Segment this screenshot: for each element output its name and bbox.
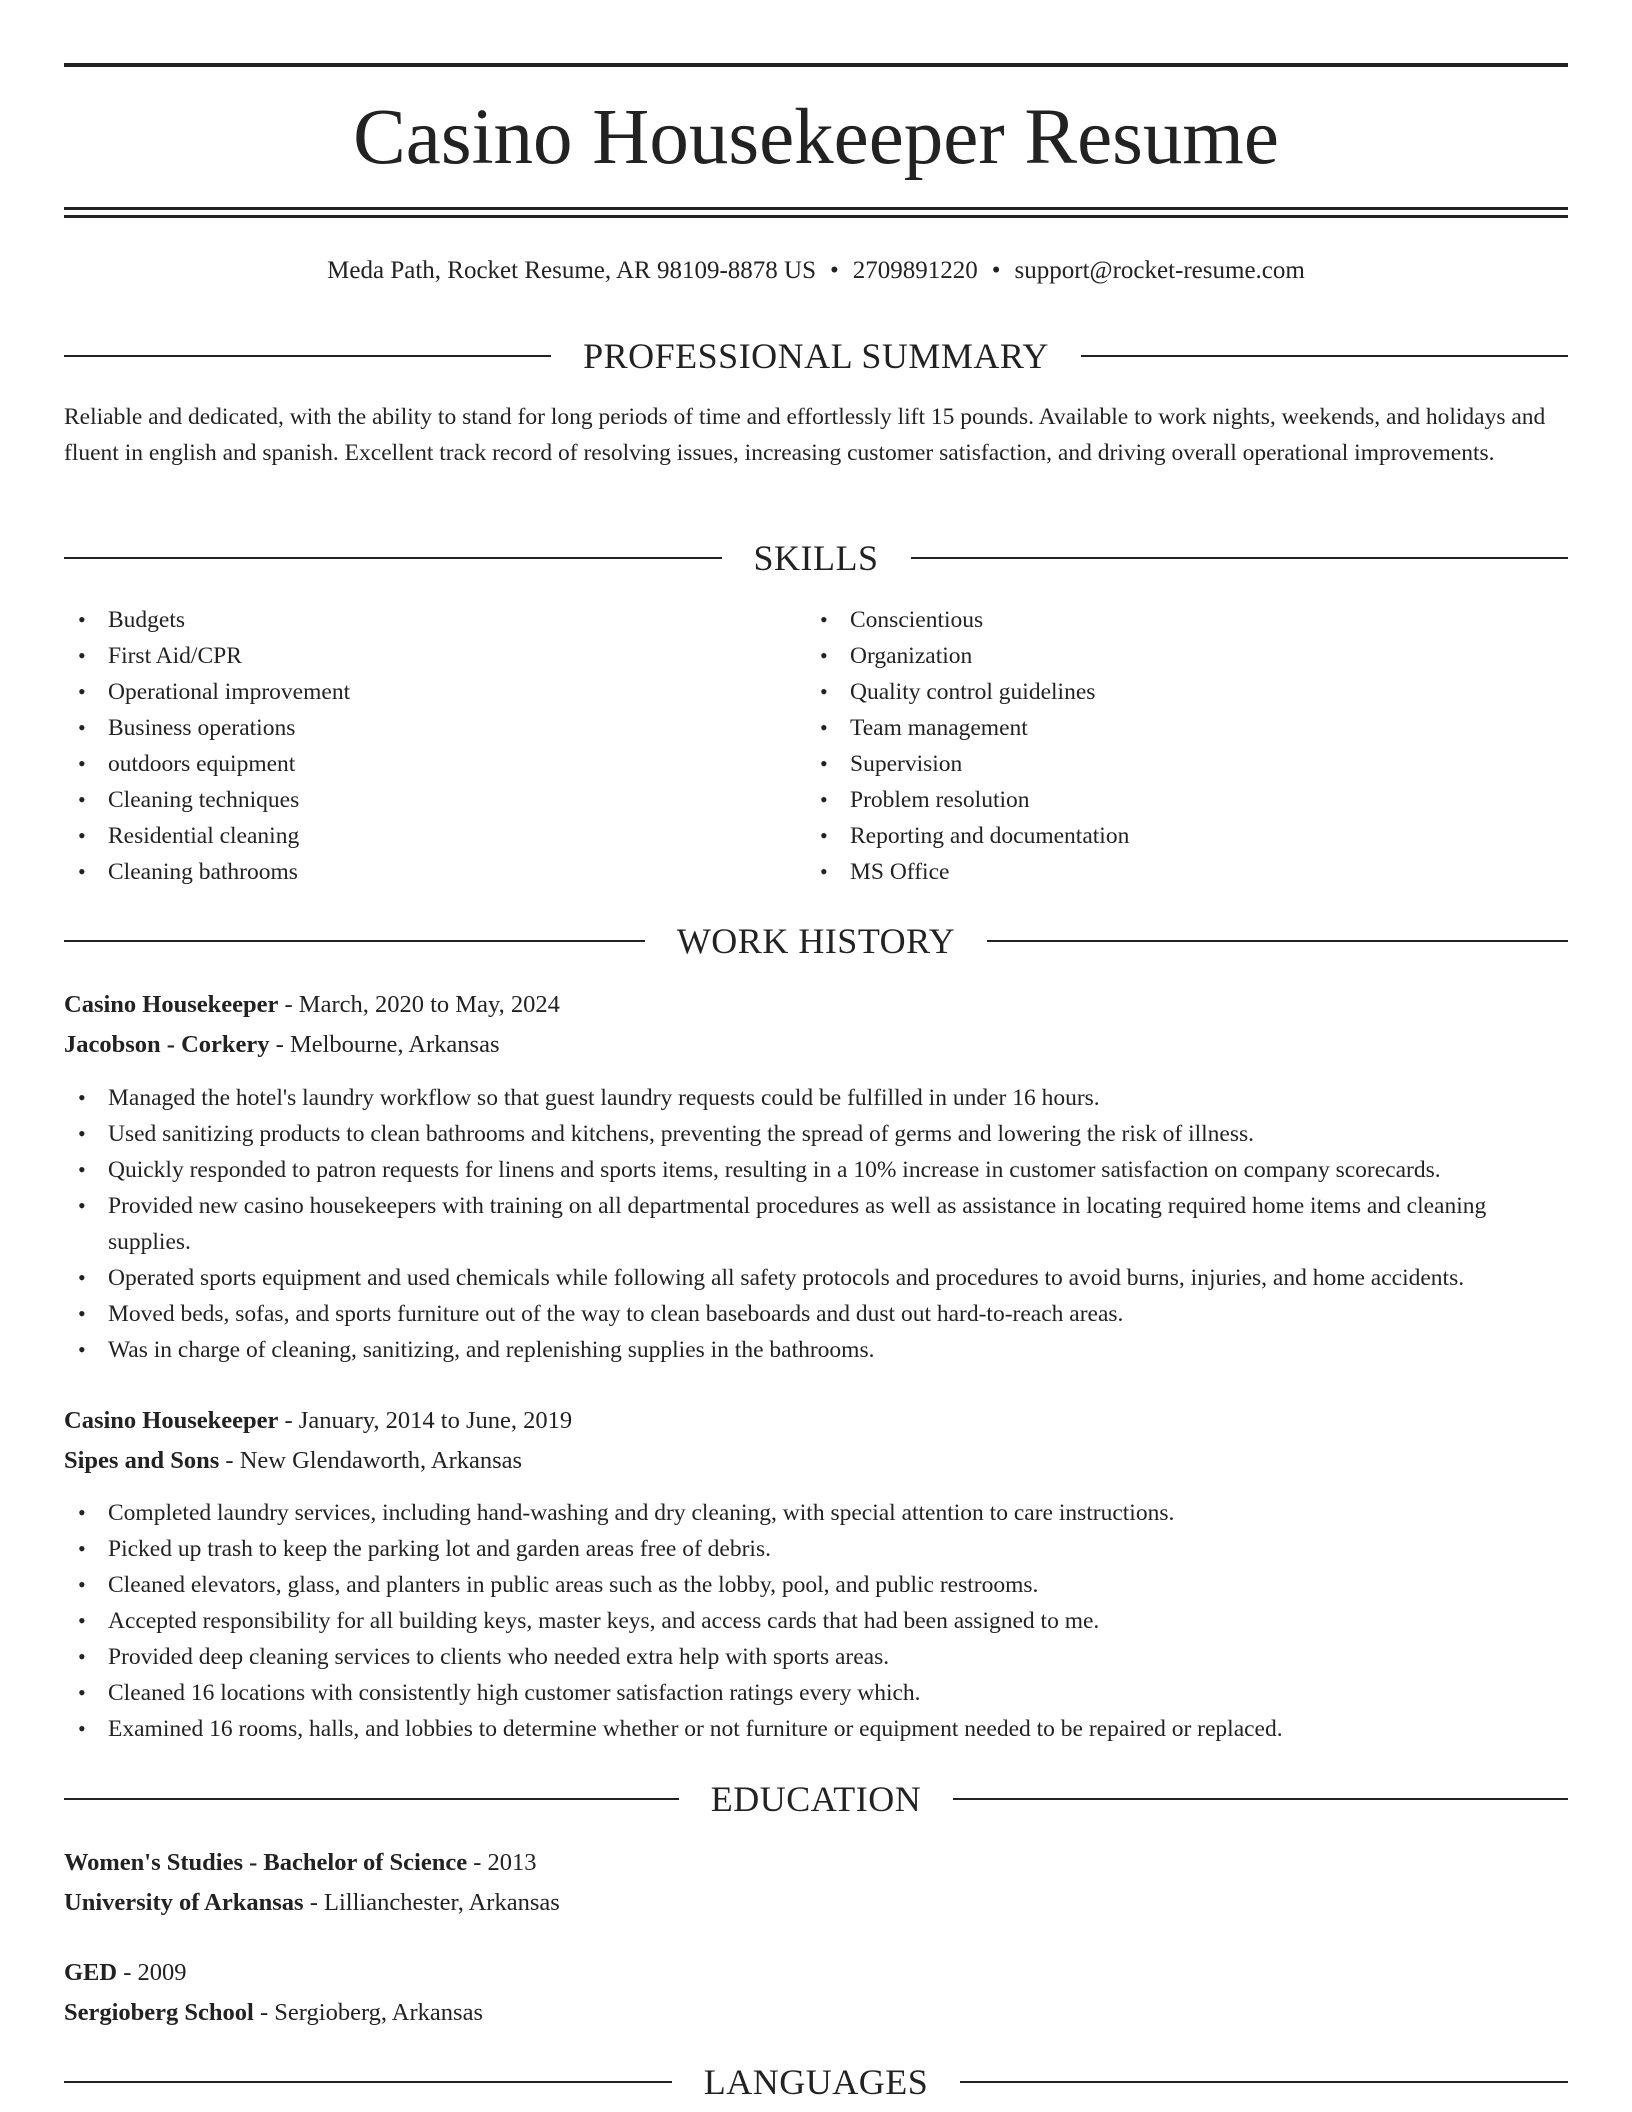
dash-separator: - <box>253 1999 275 2026</box>
job-bullet: • Picked up trash to keep the parking lot and garden areas free of debris. <box>64 1531 1568 1567</box>
education-school-line <box>64 1883 1568 1923</box>
skills-list-right <box>806 602 1566 890</box>
job-bullets <box>64 1080 1568 1368</box>
section-header-summary <box>64 334 1568 378</box>
job-bullet: • Operated sports equipment and used chemicals while following all safety protocols and procedures to avoid burns, injuries, and home accidents. <box>64 1260 1568 1296</box>
section-header-languages <box>64 2060 1568 2104</box>
skills-list-left <box>64 602 804 890</box>
education-school-line <box>64 1993 1568 2033</box>
section-title-education: EDUCATION <box>710 1779 922 1819</box>
job-company: Sipes and Sons <box>64 1447 220 1474</box>
section-rule-left <box>64 1798 679 1800</box>
job-dates: March, 2020 to May, 2024 <box>298 991 560 1018</box>
section-header-skills <box>64 536 1568 580</box>
skill-item: • Business operations <box>64 710 804 746</box>
dash-separator: - <box>117 1959 138 1986</box>
section-rule-right <box>960 2081 1568 2083</box>
contact-separator: • <box>830 257 839 284</box>
contact-line <box>64 255 1568 287</box>
job-company-line <box>64 1441 1568 1481</box>
job-bullet: • Quickly responded to patron requests for linens and sports items, resulting in a 10% increase in customer satisfaction on company scorecards. <box>64 1152 1568 1188</box>
job-company: Jacobson - Corkery <box>64 1031 270 1058</box>
dash-separator: - <box>269 1031 290 1058</box>
job-bullet: • Accepted responsibility for all building keys, master keys, and access cards that had been assigned to me. <box>64 1603 1568 1639</box>
job-dates: January, 2014 to June, 2019 <box>298 1407 573 1434</box>
section-header-education <box>64 1777 1568 1821</box>
job-location: New Glendaworth, Arkansas <box>239 1447 523 1474</box>
job-bullet: • Used sanitizing products to clean bathrooms and kitchens, preventing the spread of germs and lowering the risk of illness. <box>64 1116 1568 1152</box>
skill-item: • MS Office <box>806 854 1566 890</box>
dash-separator: - <box>467 1849 488 1876</box>
education-year: 2013 <box>487 1849 537 1876</box>
dash-separator: - <box>278 991 299 1018</box>
job-bullet: • Cleaned elevators, glass, and planters in public areas such as the lobby, pool, and public restrooms. <box>64 1567 1568 1603</box>
section-rule-right <box>987 940 1568 942</box>
job-bullet: • Managed the hotel's laundry workflow so that guest laundry requests could be fulfilled in under 16 hours. <box>64 1080 1568 1116</box>
job-title-line <box>64 1401 1568 1441</box>
education-degree-line <box>64 1843 1568 1883</box>
dash-separator: - <box>303 1889 324 1916</box>
education-year: 2009 <box>137 1959 187 1986</box>
job-bullet: • Moved beds, sofas, and sports furniture out of the way to clean baseboards and dust out hard-to-reach areas. <box>64 1296 1568 1332</box>
education-location: Sergioberg, Arkansas <box>274 1999 483 2026</box>
job-title-line <box>64 985 1568 1025</box>
section-rule-left <box>64 557 722 559</box>
skill-item: • Residential cleaning <box>64 818 804 854</box>
skill-item: • Team management <box>806 710 1566 746</box>
section-title-languages: LANGUAGES <box>703 2062 929 2102</box>
section-title-summary: PROFESSIONAL SUMMARY <box>583 336 1049 376</box>
contact-separator: • <box>991 257 1001 284</box>
skill-item: • outdoors equipment <box>64 746 804 782</box>
skill-item: • Operational improvement <box>64 674 804 710</box>
job-company-line <box>64 1025 1568 1065</box>
header-double-rule-lower <box>64 215 1568 218</box>
contact-address: Meda Path, Rocket Resume, AR 98109-8878 US <box>327 257 817 284</box>
dash-separator: - <box>278 1407 299 1434</box>
education-degree: GED <box>64 1959 118 1986</box>
header-double-rule-upper <box>64 207 1568 210</box>
skill-item: • Quality control guidelines <box>806 674 1566 710</box>
section-header-work <box>64 919 1568 963</box>
resume-title: Casino Housekeeper Resume <box>353 94 1279 181</box>
education-degree: Women's Studies - Bachelor of Science <box>64 1849 468 1876</box>
job-title: Casino Housekeeper <box>64 991 279 1018</box>
job-bullet: • Examined 16 rooms, halls, and lobbies to determine whether or not furniture or equipment needed to be repaired or replaced. <box>64 1711 1568 1747</box>
skill-item: • Conscientious <box>806 602 1566 638</box>
section-rule-right <box>1081 355 1568 357</box>
summary-text: Reliable and dedicated, with the ability to stand for long periods of time and effortlessly lift 15 pounds. Available to work nights, weekends, and holidays and fluent in english and spanish. Excellent track record of resolving issues, increasing customer satisfaction, and driving overall operational improvements. <box>64 404 1546 466</box>
skill-item: • Cleaning techniques <box>64 782 804 818</box>
skill-item: • Organization <box>806 638 1566 674</box>
education-school: University of Arkansas <box>64 1889 304 1916</box>
section-rule-left <box>64 940 645 942</box>
skill-item: • Supervision <box>806 746 1566 782</box>
skill-item: • Problem resolution <box>806 782 1566 818</box>
section-title-work: WORK HISTORY <box>676 921 956 961</box>
job-location: Melbourne, Arkansas <box>289 1031 500 1058</box>
header-top-rule <box>64 63 1568 67</box>
education-school: Sergioberg School <box>64 1999 254 2026</box>
dash-separator: - <box>219 1447 240 1474</box>
section-rule-right <box>911 557 1569 559</box>
job-bullet: • Completed laundry services, including hand-washing and dry cleaning, with special attention to care instructions. <box>64 1495 1568 1531</box>
section-rule-left <box>64 2081 672 2083</box>
contact-email: support@rocket-resume.com <box>1014 257 1305 284</box>
education-location: Lillianchester, Arkansas <box>324 1889 560 1916</box>
job-bullets <box>64 1495 1568 1747</box>
skill-item: • Cleaning bathrooms <box>64 854 804 890</box>
skill-item: • Reporting and documentation <box>806 818 1566 854</box>
section-rule-right <box>953 1798 1568 1800</box>
education-degree-line <box>64 1953 1568 1993</box>
job-bullet: • Provided new casino housekeepers with training on all departmental procedures as well as assistance in locating required home items and cleaning supplies. <box>64 1188 1568 1260</box>
job-bullet: • Was in charge of cleaning, sanitizing, and replenishing supplies in the bathrooms. <box>64 1332 1568 1368</box>
job-title: Casino Housekeeper <box>64 1407 279 1434</box>
skill-item: • Budgets <box>64 602 804 638</box>
section-rule-left <box>64 355 551 357</box>
contact-phone: 2709891220 <box>852 257 978 284</box>
job-bullet: • Provided deep cleaning services to clients who needed extra help with sports areas. <box>64 1639 1568 1675</box>
job-bullet: • Cleaned 16 locations with consistently high customer satisfaction ratings every which. <box>64 1675 1568 1711</box>
skill-item: • First Aid/CPR <box>64 638 804 674</box>
section-title-skills: SKILLS <box>753 538 879 578</box>
